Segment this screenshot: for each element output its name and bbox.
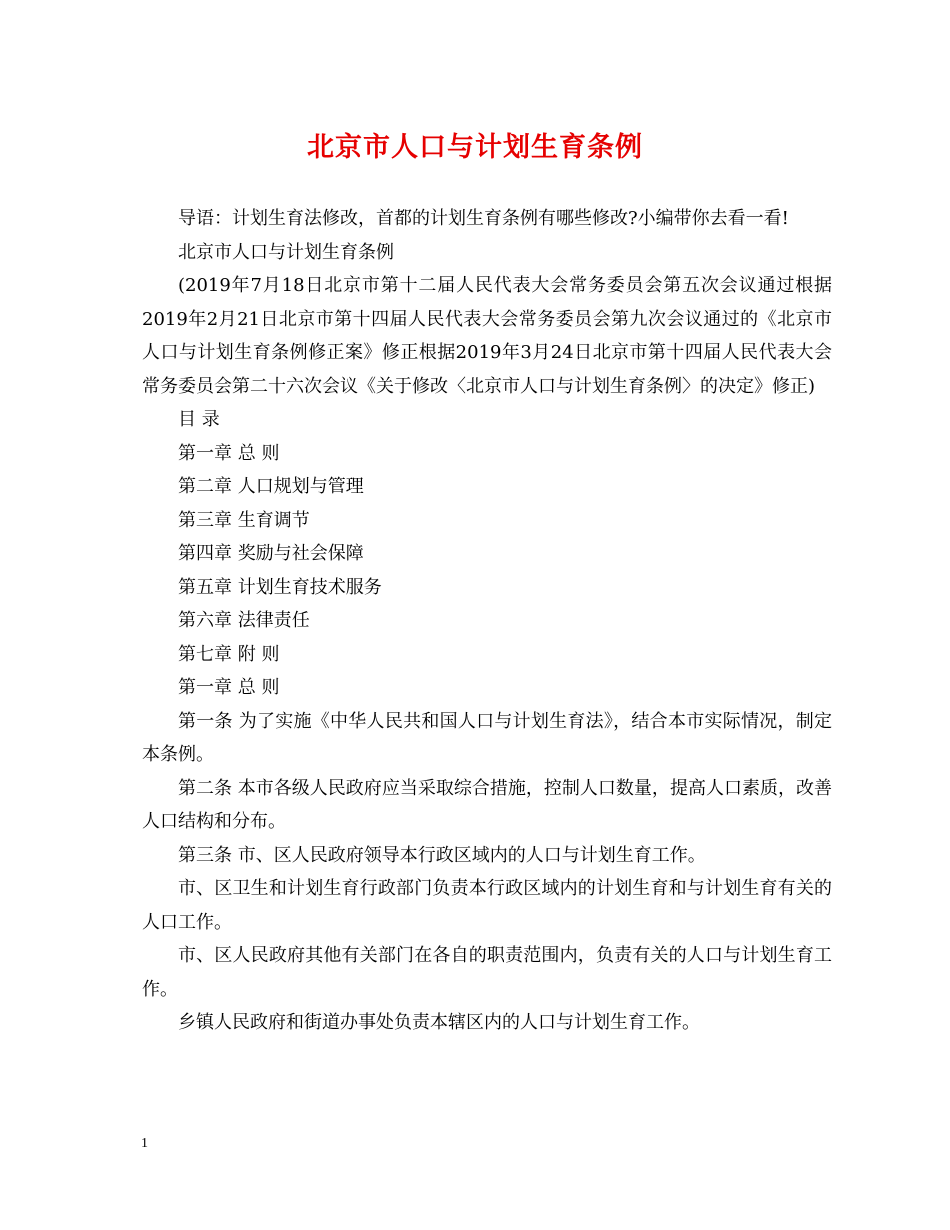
toc-item-chapter-1: 第一章 总 则 [178, 442, 280, 464]
toc-item-chapter-2: 第二章 人口规划与管理 [178, 476, 364, 497]
paragraph-intro: 导语：计划生育法修改，首都的计划生育条例有哪些修改?小编带你去看一看! [178, 208, 789, 229]
toc-item-chapter-3: 第三章 生育调节 [178, 509, 310, 531]
document-body [142, 202, 832, 1040]
article-3: 第三条 市、区人民政府领导本行政区域内的人口与计划生育工作。 [178, 844, 706, 866]
toc-item-chapter-4: 第四章 奖励与社会保障 [178, 543, 364, 564]
toc-item-chapter-5: 第五章 计划生育技术服务 [178, 576, 382, 598]
paragraph-heading: 北京市人口与计划生育条例 [178, 241, 394, 263]
toc-item-chapter-7: 第七章 附 则 [178, 643, 280, 665]
chapter-1-heading: 第一章 总 则 [178, 677, 280, 698]
document-title: 北京市人口与计划生育条例 [307, 132, 643, 163]
toc-heading: 目 录 [178, 409, 220, 430]
page-number: 1 [141, 1136, 148, 1151]
article-3-clause-2: 市、区卫生和计划生育行政部门负责本行政区域内的计划生育和与计划生育有关的人口工作。 [142, 878, 832, 933]
article-3-clause-3: 市、区人民政府其他有关部门在各自的职责范围内，负责有关的人口与计划生育工作。 [142, 945, 832, 1000]
paragraph-enactment-note: (2019年7月18日北京市第十二届人民代表大会常务委员会第五次会议通过根据2019年2月21日北京市第十四届人民代表大会常务委员会第九次会议通过的《北京市人口与计划生育条例修正案》修正根据2019年3月24日北京市第十四届人民代表大会常务委员会第二十六次会议《关于修改〈北京市人口与计划生育条例〉的决定》修正) [142, 275, 832, 397]
article-1: 第一条 为了实施《中华人民共和国人口与计划生育法》，结合本市实际情况，制定本条例。 [142, 710, 832, 765]
article-2: 第二条 本市各级人民政府应当采取综合措施，控制人口数量，提高人口素质，改善人口结构和分布。 [142, 777, 832, 832]
toc-item-chapter-6: 第六章 法律责任 [178, 610, 310, 631]
article-3-clause-4: 乡镇人民政府和街道办事处负责本辖区内的人口与计划生育工作。 [178, 1012, 700, 1033]
